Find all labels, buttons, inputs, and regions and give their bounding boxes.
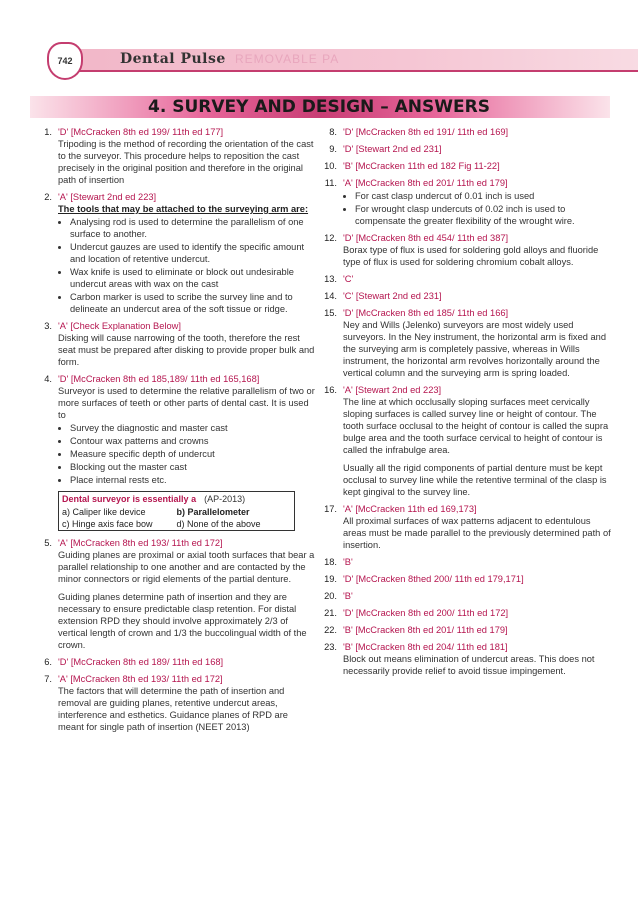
answer-number: 5. xyxy=(44,538,52,548)
option-b: b) Parallelometer xyxy=(176,507,250,517)
answer-body: Guiding planes are proximal or axial tooth surfaces that bear a parallel relationship to one another and are contacted by the minor connectors or rigid elements of the partial denture. xyxy=(58,550,315,584)
bullet-item: • Carbon marker is used to scribe the survey line and to delineate an undercut area of the soft tissue or ridge. xyxy=(70,291,315,315)
answer-reference: 'D' [McCracken 8th ed 185/ 11th ed 166] xyxy=(343,308,509,318)
box-row xyxy=(59,506,294,518)
bullet-list xyxy=(58,216,315,315)
answer-reference: 'A' [Stewart 2nd ed 223] xyxy=(343,385,442,395)
bullet-list xyxy=(343,190,615,227)
question-box xyxy=(58,491,295,531)
option-c: c) Hinge axis face bow xyxy=(62,519,153,529)
answer-body: Ney and Wills (Jelenko) surveyors are most widely used surveyors. In the Ney instrument, the horizontal arm is fixed and the surveying arm is completely passive, whereas in Wills instrument, the horizontal arm revolves horizontally around the vertical column and the surveying arm is spring loaded. xyxy=(343,320,607,378)
answer-body: Borax type of flux is used for soldering gold alloys and fluoride type of flux is used for soldering chromium cobalt alloys. xyxy=(343,245,599,267)
box-row xyxy=(59,518,294,530)
answer-reference: 'D' [McCracken 8th ed 454/ 11th ed 387] xyxy=(343,233,509,243)
answer-reference: 'B' xyxy=(343,591,353,601)
bullet-item: • For cast clasp undercut of 0.01 inch is used xyxy=(355,190,615,202)
box-question: Dental surveyor is essentially a xyxy=(62,494,197,504)
answer-item xyxy=(315,143,615,155)
answer-reference: 'B' [McCracken 8th ed 201/ 11th ed 179] xyxy=(343,625,508,635)
answer-number: 17. xyxy=(324,504,337,514)
answer-reference: 'D' [McCracken 8th ed 200/ 11th ed 172] xyxy=(343,608,509,618)
answer-item xyxy=(315,503,615,551)
answer-item xyxy=(315,624,615,636)
answer-subheading: The tools that may be attached to the surveying arm are: xyxy=(58,204,309,214)
watermark-text: REMOVABLE PA xyxy=(235,52,340,66)
answer-reference: 'C' [Stewart 2nd ed 231] xyxy=(343,291,442,301)
answer-reference: 'A' [Check Explanation Below] xyxy=(58,321,181,331)
answer-body: Usually all the rigid components of partial denture must be kept occlusal to survey line while the retentive terminal of the clasp is kept gingival to the survey line. xyxy=(343,463,607,497)
answer-item xyxy=(30,373,315,486)
box-tag: (AP-2013) xyxy=(204,494,246,504)
answer-number: 4. xyxy=(44,374,52,384)
bullet-item: • Contour wax patterns and crowns xyxy=(70,435,315,447)
answer-number: 3. xyxy=(44,321,52,331)
answer-number: 21. xyxy=(324,608,337,618)
box-title xyxy=(59,492,294,506)
answer-number: 23. xyxy=(324,642,337,652)
answer-item xyxy=(315,307,615,379)
answer-item xyxy=(315,384,615,498)
answer-number: 19. xyxy=(324,574,337,584)
bullet-item: • Blocking out the master cast xyxy=(70,461,315,473)
header-rule xyxy=(70,70,638,72)
answer-item xyxy=(30,320,315,368)
answer-number: 10. xyxy=(324,161,337,171)
answer-reference: 'A' [McCracken 11th ed 169,173] xyxy=(343,504,477,514)
bullet-item: • Measure specific depth of undercut xyxy=(70,448,315,460)
answer-number: 22. xyxy=(324,625,337,635)
answer-reference: 'B' [McCracken 11th ed 182 Fig 11-22] xyxy=(343,161,500,171)
answer-number: 13. xyxy=(324,274,337,284)
brand-logo: Dental Pulse xyxy=(120,51,226,67)
answer-item xyxy=(315,607,615,619)
answer-item xyxy=(315,177,615,227)
left-column xyxy=(30,126,315,738)
answer-item xyxy=(315,126,615,138)
answer-item xyxy=(315,641,615,677)
answer-number: 9. xyxy=(329,144,337,154)
answer-reference: 'D' [McCracken 8th ed 189/ 11th ed 168] xyxy=(58,657,224,667)
page-number: 742 xyxy=(57,56,73,66)
answer-item xyxy=(315,160,615,172)
answer-number: 6. xyxy=(44,657,52,667)
answer-reference: 'C' xyxy=(343,274,354,284)
answer-number: 1. xyxy=(44,127,52,137)
answer-number: 16. xyxy=(324,385,337,395)
answer-number: 2. xyxy=(44,192,52,202)
answer-reference: 'D' [McCracken 8th ed 185,189/ 11th ed 165,168] xyxy=(58,374,260,384)
answer-reference: 'B' xyxy=(343,557,353,567)
answer-body: The line at which occlusally sloping surfaces meet cervically sloping surfaces is called survey line or height of contour. The tooth surface occlusal to the height of contour is called the supra bulge area and the tooth surface cervical to height of contour is called the infrabulge area. xyxy=(343,397,609,455)
answer-item xyxy=(315,590,615,602)
answer-item xyxy=(315,290,615,302)
answer-number: 7. xyxy=(44,674,52,684)
answer-number: 14. xyxy=(324,291,337,301)
answer-item xyxy=(315,273,615,285)
answer-item xyxy=(315,556,615,568)
answer-reference: 'A' [McCracken 8th ed 193/ 11th ed 172] xyxy=(58,538,223,548)
answer-item xyxy=(30,126,315,186)
answer-item xyxy=(30,656,315,668)
answer-item xyxy=(30,191,315,315)
page-title: 4. SURVEY AND DESIGN – ANSWERS xyxy=(148,97,490,117)
bullet-item: • Analysing rod is used to determine the parallelism of one surface to another. xyxy=(70,216,315,240)
answer-item xyxy=(315,232,615,268)
answer-reference: 'A' [McCracken 8th ed 201/ 11th ed 179] xyxy=(343,178,508,188)
answer-number: 18. xyxy=(324,557,337,567)
right-column xyxy=(315,126,615,682)
answer-reference: 'D' [McCracken 8th ed 191/ 11th ed 169] xyxy=(343,127,509,137)
page-header xyxy=(0,40,638,78)
answer-body: Surveyor is used to determine the relative parallelism of two or more surfaces of teeth or other parts of dental cast. It is used to xyxy=(58,386,315,420)
answer-body: All proximal surfaces of wax patterns adjacent to edentulous areas must be made parallel to the previously determined path of insertion. xyxy=(343,516,611,550)
answer-body: Disking will cause narrowing of the tooth, therefore the rest seat must be prepared after disking to provide proper bulk and form. xyxy=(58,333,315,367)
option-a: a) Caliper like device xyxy=(62,507,146,517)
bullet-item: • Wax knife is used to eliminate or block out undesirable undercut areas with wax on the cast xyxy=(70,266,315,290)
answer-body: The factors that will determine the path of insertion and removal are guiding planes, retentive undercut areas, interference and esthetics. Guidance planes of RPD are meant for single path of insertion (NEET 2013) xyxy=(58,686,288,732)
answer-item xyxy=(30,537,315,651)
answer-reference: 'A' [Stewart 2nd ed 223] xyxy=(58,192,157,202)
answer-number: 12. xyxy=(324,233,337,243)
bullet-item: • Place internal rests etc. xyxy=(70,474,315,486)
answer-item xyxy=(315,573,615,585)
answer-number: 20. xyxy=(324,591,337,601)
bullet-list xyxy=(58,422,315,486)
answer-body: Block out means elimination of undercut areas. This does not necessarily provide relief to avoid tissue impingement. xyxy=(343,654,595,676)
tooth-icon xyxy=(47,42,83,80)
bullet-item: • Undercut gauzes are used to identify the specific amount and location of retentive undercut. xyxy=(70,241,315,265)
answer-number: 8. xyxy=(329,127,337,137)
answer-number: 11. xyxy=(324,178,337,188)
bullet-item: • For wrought clasp undercuts of 0.02 inch is used to compensate the greater flexibility of the wrought wire. xyxy=(355,203,615,227)
option-d: d) None of the above xyxy=(176,519,261,529)
answer-reference: 'D' [McCracken 8th ed 199/ 11th ed 177] xyxy=(58,127,224,137)
answer-body: Tripoding is the method of recording the orientation of the cast to the surveyor. This procedure helps to reposition the cast precisely in the original position and therefore in the original path of insertion xyxy=(58,139,314,185)
answer-reference: 'A' [McCracken 8th ed 193/ 11th ed 172] xyxy=(58,674,223,684)
answer-body: Guiding planes determine path of insertion and they are necessary to ensure predictable clasp retention. For distal extension RPD they should involve approximately 2/3 of vertical length of crown and 1/3 the buccolingual width of the crown. xyxy=(58,592,307,650)
answer-item xyxy=(30,673,315,733)
answer-reference: 'D' [Stewart 2nd ed 231] xyxy=(343,144,442,154)
answer-number: 15. xyxy=(324,308,337,318)
bullet-item: • Survey the diagnostic and master cast xyxy=(70,422,315,434)
answer-reference: 'D' [McCracken 8thed 200/ 11th ed 179,171] xyxy=(343,574,524,584)
answer-reference: 'B' [McCracken 8th ed 204/ 11th ed 181] xyxy=(343,642,508,652)
